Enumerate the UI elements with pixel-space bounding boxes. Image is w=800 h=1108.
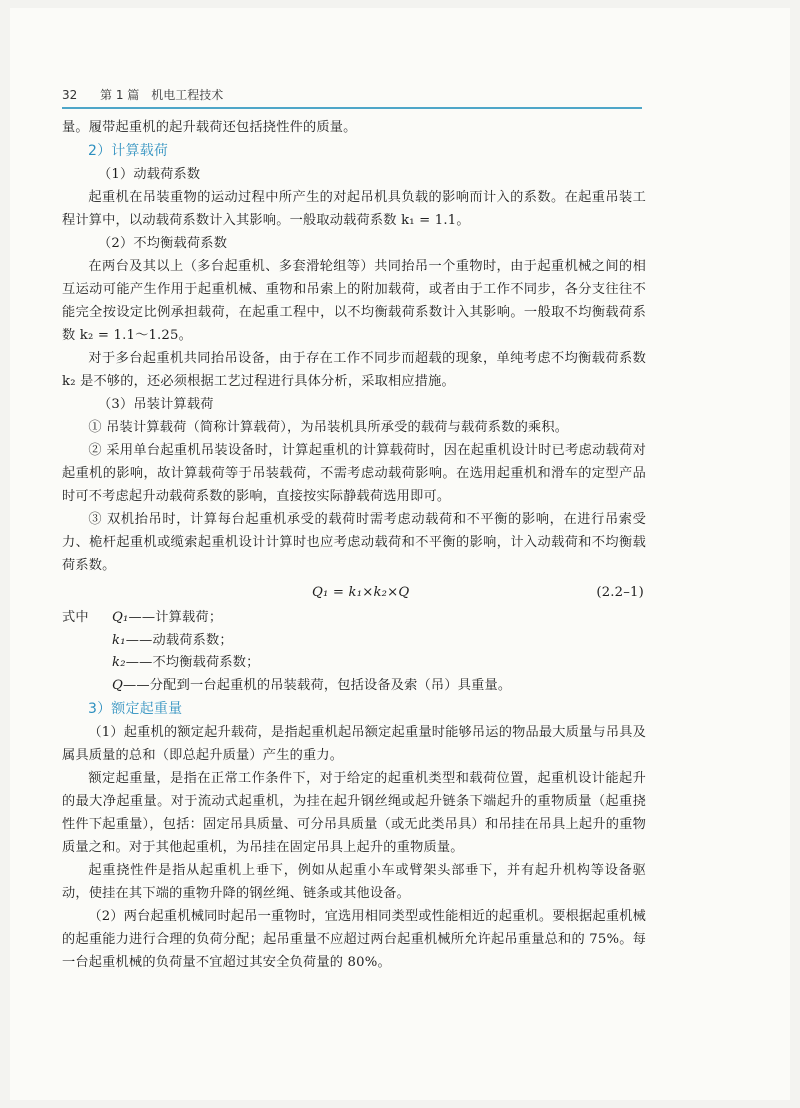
definition-symbol: k₁ <box>112 632 126 648</box>
definition-symbol: k₂ <box>112 655 126 670</box>
definition-text: ——动载荷系数； <box>125 632 233 648</box>
definition-row <box>62 630 646 653</box>
running-title: 第 1 篇 机电工程技术 <box>100 88 224 102</box>
section-heading: 2）计算载荷 <box>88 143 169 159</box>
subsection-heading: （3）吊装计算载荷 <box>98 397 214 412</box>
paragraph: 量。履带起重机的起升载荷还包括挠性件的质量。 <box>62 120 357 135</box>
formula-number: (2.2–1) <box>596 585 644 600</box>
definition-symbol: Q₁ <box>112 610 129 625</box>
paragraph: 在两台及其以上（多台起重机、多套滑轮组等）共同抬吊一个重物时，由于起重机械之间的相互运动可能产生作用于起重机械、重物和吊索上的附加载荷，或者由于工作不同步，各分支往往不能完全按设定比例承担载荷，在起重工程中，以不均衡载荷系数计入其影响。一般取不均衡载荷系数 k₂ = 1.1～1.25。 <box>62 259 646 343</box>
definition-symbol: Q <box>112 677 124 693</box>
definition-row <box>62 675 646 698</box>
definition-text: ——不均衡载荷系数； <box>125 655 260 670</box>
subsection-heading: （1）动载荷系数 <box>98 167 201 182</box>
page-content <box>62 116 646 974</box>
definition-row <box>62 652 646 675</box>
paragraph: （1）起重机的额定起升载荷，是指起重机起吊额定起重量时能够吊运的物品最大质量与吊具及属具质量的总和（即总起升质量）产生的重力。 <box>62 725 646 763</box>
header-rule <box>62 107 642 109</box>
definition-lead: 式中 <box>62 610 89 625</box>
paragraph: 额定起重量，是指在正常工作条件下，对于给定的起重机类型和载荷位置，起重机设计能起升的最大净起重量。对于流动式起重机，为挂在起升钢丝绳或起升链条下端起升的重物质量（起重挠性件下起重量），包括：固定吊具质量、可分吊具质量（或无此类吊具）和吊挂在吊具上起升的重物质量之和。对于其他起重机，为吊挂在固定吊具上起升的重物质量。 <box>62 771 646 855</box>
paragraph: 起重机在吊装重物的运动过程中所产生的对起吊机具负载的影响而计入的系数。在起重吊装工程计算中，以动载荷系数计入其影响。一般取动载荷系数 k₁ = 1.1。 <box>62 190 646 228</box>
formula <box>62 579 646 607</box>
definition-text: ——分配到一台起重机的吊装载荷，包括设备及索（吊）具重量。 <box>123 677 512 693</box>
page-header <box>62 86 642 103</box>
list-item: ① 吊装计算载荷（简称计算载荷），为吊装机具所承受的载荷与载荷系数的乘积。 <box>88 420 569 435</box>
section-heading: 3）额定起重量 <box>88 701 183 717</box>
list-item: ② 采用单台起重机吊装设备时，计算起重机的计算载荷时，因在起重机设计时已考虑动载荷对起重机的影响，故计算载荷等于吊装载荷，不需考虑动载荷影响。在选用起重机和滑车的定型产品时可不考虑起升动载荷系数的影响，直接按实际静载荷选用即可。 <box>62 443 646 504</box>
definition-row <box>62 607 646 630</box>
paragraph: 对于多台起重机共同抬吊设备，由于存在工作不同步而超载的现象，单纯考虑不均衡载荷系数 k₂ 是不够的，还必须根据工艺过程进行具体分析，采取相应措施。 <box>62 351 646 389</box>
page-number: 32 <box>62 88 78 102</box>
formula-expression: Q₁ = k₁×k₂×Q <box>312 585 410 600</box>
definition-text: ——计算载荷； <box>128 610 223 625</box>
subsection-heading: （2）不均衡载荷系数 <box>98 236 228 251</box>
paragraph: （2）两台起重机械同时起吊一重物时，宜选用相同类型或性能相近的起重机。要根据起重机械的起重能力进行合理的负荷分配；起吊重量不应超过两台起重机械所允许起吊重量总和的 75%。每一台起重机械的负荷量不宜超过其安全负荷量的 80%。 <box>62 909 646 970</box>
paragraph: 起重挠性件是指从起重机上垂下，例如从起重小车或臂架头部垂下，并有起升机构等设备驱动，使挂在其下端的重物升降的钢丝绳、链条或其他设备。 <box>62 863 646 901</box>
list-item: ③ 双机抬吊时，计算每台起重机承受的载荷时需考虑动载荷和不平衡的影响，在进行吊索受力、桅杆起重机或缆索起重机设计计算时也应考虑动载荷和不平衡的影响，计入动载荷和不均衡载荷系数。 <box>62 512 646 573</box>
